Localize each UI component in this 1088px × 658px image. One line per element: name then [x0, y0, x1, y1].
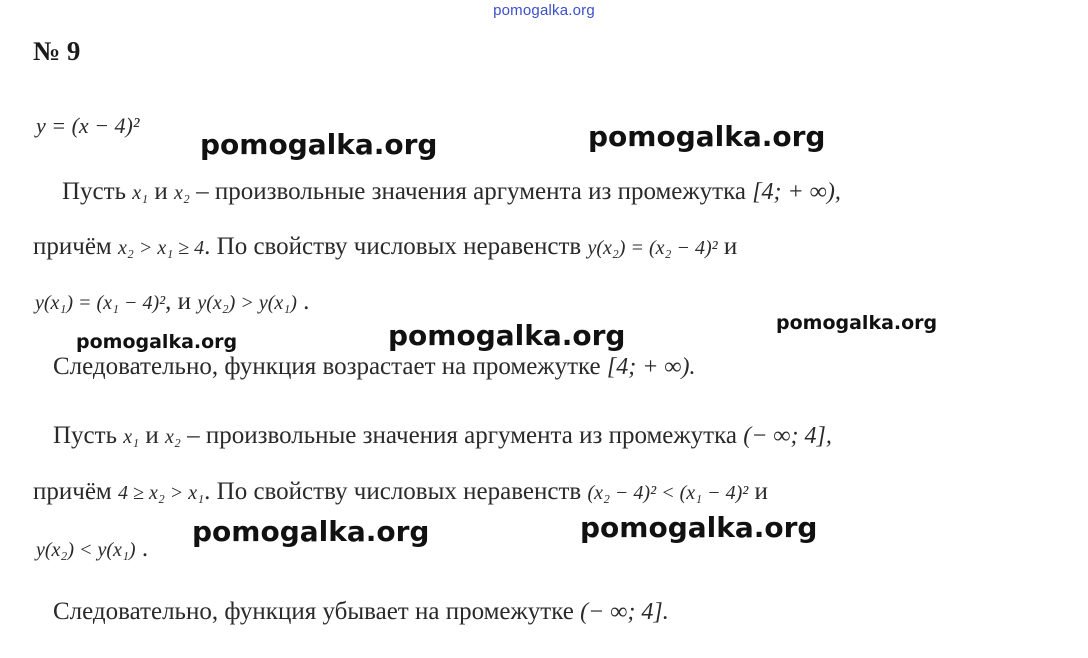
line-3-and: , и	[165, 288, 192, 315]
x2-var: x₂	[173, 182, 190, 204]
line-6-prefix: причём	[33, 478, 112, 505]
line-3	[35, 288, 309, 316]
site-link[interactable]: pomogalka.org	[493, 2, 595, 19]
line-8-interval: (− ∞; 4].	[580, 599, 669, 625]
x1-var: x₁	[123, 426, 140, 448]
watermark: pomogalka.org	[388, 319, 626, 352]
line-8-text: Следовательно, функция убывает на промежутке	[53, 598, 574, 625]
line-5	[53, 422, 832, 450]
x1-var: x₁	[132, 182, 149, 204]
line-3-inequality: y(x₂) > y(x₁)	[197, 292, 297, 314]
watermark: pomogalka.org	[776, 312, 938, 334]
line-4	[53, 353, 696, 381]
line-7-inequality: y(x₂) < y(x₁)	[36, 539, 136, 561]
line-6-inequality: 4 ≥ x₂ > x₁	[118, 482, 205, 504]
line-1-interval: [4; + ∞),	[752, 179, 841, 205]
line-5-prefix: Пусть	[53, 422, 117, 449]
line-5-text: – произвольные значения аргумента из промежутка	[187, 422, 737, 449]
line-4-interval: [4; + ∞).	[606, 354, 696, 380]
line-1-and: и	[154, 178, 168, 205]
line-6-and: и	[754, 478, 768, 505]
problem-number: № 9	[33, 36, 81, 66]
watermark: pomogalka.org	[580, 511, 818, 544]
line-2-inequality: x₂ > x₁ ≥ 4	[118, 237, 205, 259]
line-1-prefix: Пусть	[62, 178, 126, 205]
line-3-dot: .	[303, 288, 310, 315]
line-5-interval: (− ∞; 4],	[743, 423, 832, 449]
line-2-formula: y(x₂) = (x₂ − 4)²	[587, 237, 718, 259]
watermark: pomogalka.org	[192, 515, 430, 548]
x2-var: x₂	[164, 426, 181, 448]
line-7	[36, 535, 148, 563]
function-formula: y = (x − 4)²	[36, 113, 140, 138]
line-6	[33, 478, 768, 506]
line-2-prefix: причём	[33, 233, 112, 260]
line-3-formula: y(x₁) = (x₁ − 4)²	[35, 292, 166, 314]
line-2	[33, 233, 737, 261]
line-2-text: . По свойству числовых неравенств	[204, 233, 582, 260]
watermark: pomogalka.org	[588, 120, 826, 153]
line-6-text: . По свойству числовых неравенств	[204, 478, 582, 505]
line-7-dot: .	[141, 535, 149, 562]
line-6-formula: (x₂ − 4)² < (x₁ − 4)²	[587, 482, 749, 504]
line-1	[62, 178, 841, 206]
line-2-and: и	[723, 233, 738, 260]
line-5-and: и	[145, 422, 159, 449]
watermark: pomogalka.org	[200, 128, 438, 161]
line-8	[53, 598, 669, 626]
line-4-text: Следовательно, функция возрастает на промежутке	[53, 353, 601, 380]
watermark: pomogalka.org	[76, 331, 238, 353]
line-1-text: – произвольные значения аргумента из промежутка	[196, 178, 746, 205]
